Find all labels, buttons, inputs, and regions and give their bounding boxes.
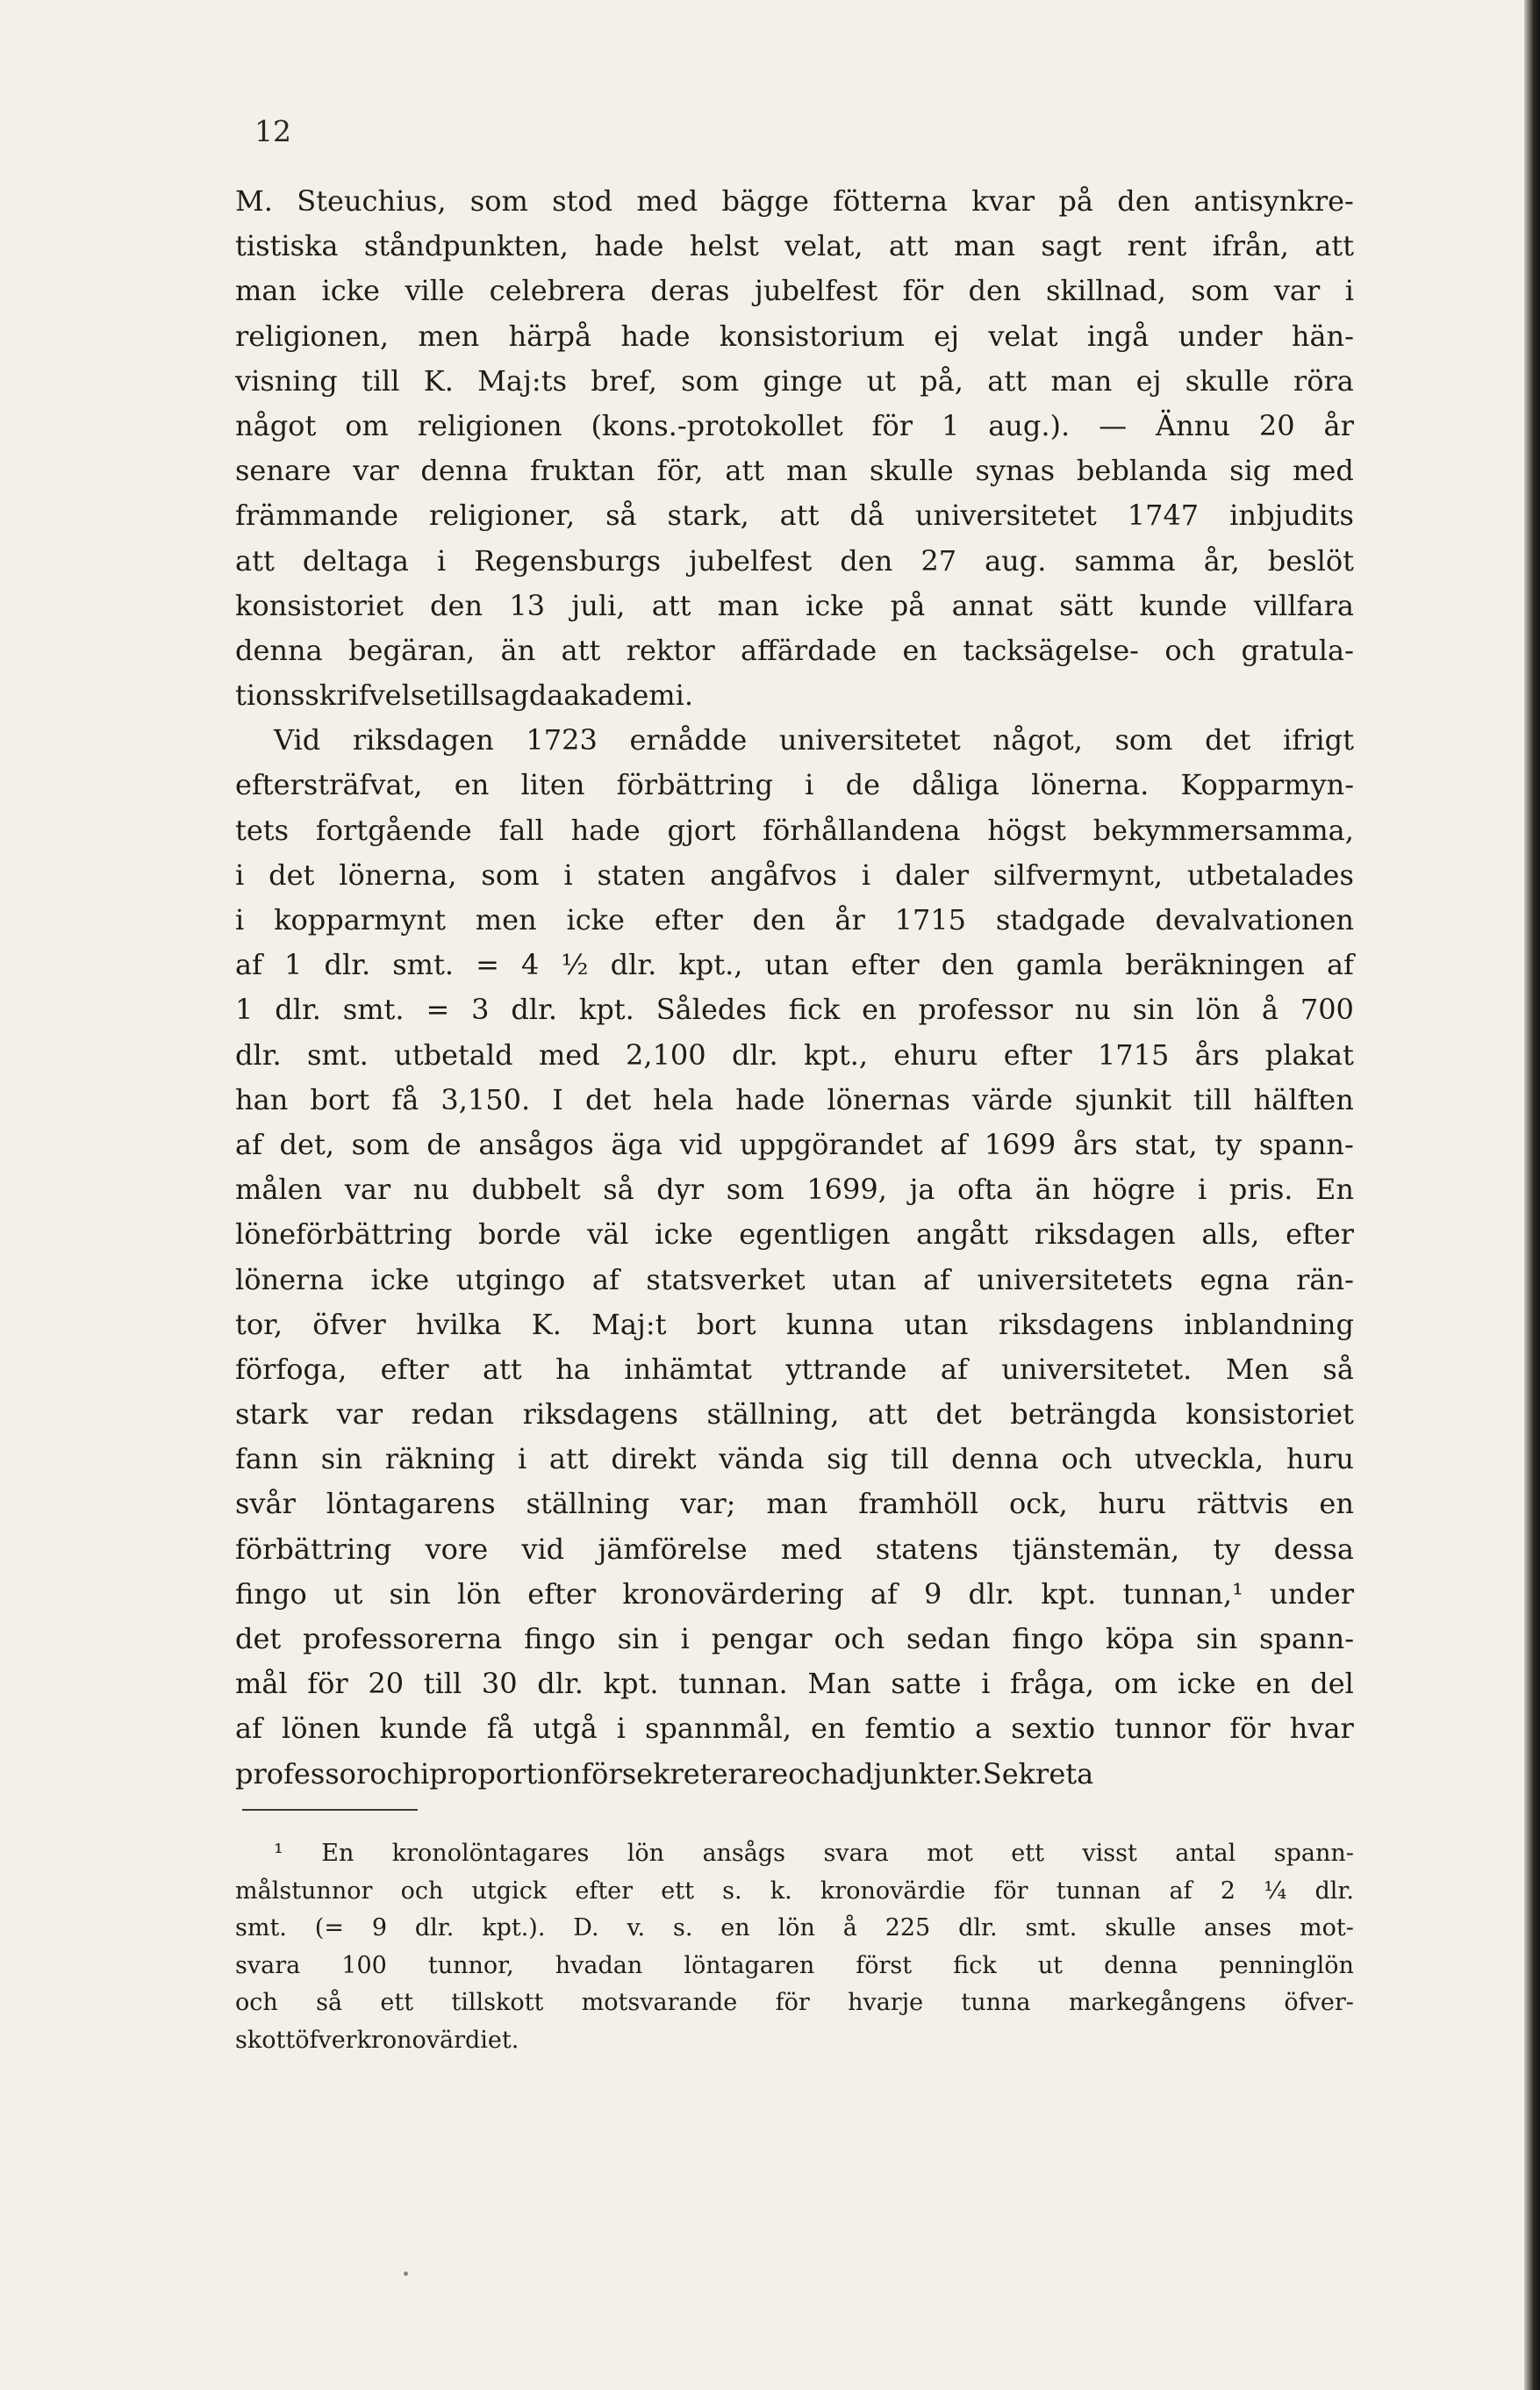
body-line: denna begäran, än att rektor affärdade en tacksägelse- och gratula-	[235, 633, 1354, 667]
body-line: förfoga, efter att ha inhämtat yttrande af universitetet. Men så	[235, 1352, 1354, 1386]
body-line: han bort få 3,150. I det hela hade lönernas värde sjunkit till hälften	[235, 1082, 1354, 1116]
body-line: svår löntagarens ställning var; man framhöll ock, huru rättvis en	[235, 1487, 1354, 1521]
footnote-line: målstunnor och utgick efter ett s. k. kronovärdie för tunnan af 2 ¼ dlr.	[235, 1877, 1354, 1905]
body-line: senare var denna fruktan för, att man skulle synas beblanda sig med	[235, 454, 1354, 488]
body-line: visning till K. Maj:ts bref, som ginge ut på, att man ej skulle röra	[235, 363, 1354, 398]
footnote-line: ¹ En kronolöntagares lön ansågs svara mot ett visst antal spann-	[274, 1840, 1354, 1867]
body-line: fann sin räkning i att direkt vända sig till denna och utveckla, huru	[235, 1442, 1354, 1476]
footnote-line: och så ett tillskott motsvarande för hvarje tunna markegångens öfver-	[235, 1989, 1354, 2016]
paper-speck	[404, 2272, 408, 2276]
body-line: religionen, men härpå hade konsistorium ej velat ingå under hän-	[235, 319, 1354, 353]
body-line: af 1 dlr. smt. = 4 ½ dlr. kpt., utan efter den gamla beräkningen af	[235, 948, 1354, 982]
body-line: i det lönerna, som i staten angåfvos i daler silfvermynt, utbetalades	[235, 858, 1354, 892]
body-line: dlr. smt. utbetald med 2,100 dlr. kpt., ehuru efter 1715 års plakat	[235, 1037, 1354, 1072]
footnote-line: svara 100 tunnor, hvadan löntagaren först fick ut denna penninglön	[235, 1951, 1354, 1979]
body-line: 1 dlr. smt. = 3 dlr. kpt. Således fick en professor nu sin lön å 700	[235, 993, 1354, 1027]
body-line: lönerna icke utgingo af statsverket utan af universitetets egna rän-	[235, 1262, 1354, 1296]
body-line: målen var nu dubbelt så dyr som 1699, ja ofta än högre i pris. En	[235, 1173, 1354, 1207]
body-line: stark var redan riksdagens ställning, att det beträngda konsistoriet	[235, 1397, 1354, 1432]
footnotes	[235, 1835, 1354, 2059]
body-line: tistiska ståndpunkten, hade helst velat, att man sagt rent ifrån, att	[235, 229, 1354, 263]
footnote-line: skott öfver kronovärdiet.	[235, 2026, 519, 2054]
body-line: tor, öfver hvilka K. Maj:t bort kunna utan riksdagens inblandning	[235, 1307, 1354, 1341]
body-line: att deltaga i Regensburgs jubelfest den 27 aug. samma år, beslöt	[235, 543, 1354, 578]
body-line: tets fortgående fall hade gjort förhållandena högst bekymmersamma,	[235, 813, 1354, 847]
body-line: löneförbättring borde väl icke egentligen angått riksdagen alls, efter	[235, 1217, 1354, 1252]
body-line: Vid riksdagen 1723 ernådde universitetet något, som det ifrigt	[274, 723, 1354, 757]
page-number: 12	[254, 114, 291, 148]
body-line: professor och i proportion för sekreterare och adjunkter. Sekreta	[235, 1756, 1094, 1791]
footnote-divider	[242, 1809, 418, 1811]
body-line: konsistoriet den 13 juli, att man icke på annat sätt kunde villfara	[235, 588, 1354, 622]
body-line: främmande religioner, så stark, att då universitetet 1747 inbjudits	[235, 499, 1354, 533]
page-edge-shadow	[1524, 0, 1540, 2390]
body-line: man icke ville celebrera deras jubelfest för den skillnad, som var i	[235, 274, 1354, 308]
footnote-line: smt. (= 9 dlr. kpt.). D. v. s. en lön å 225 dlr. smt. skulle anses mot-	[235, 1914, 1354, 1941]
body-line: M. Steuchius, som stod med bägge fötterna kvar på den antisynkre-	[235, 184, 1354, 218]
body-line: i kopparmynt men icke efter den år 1715 stadgade devalvationen	[235, 903, 1354, 937]
body-line: eftersträfvat, en liten förbättring i de dåliga lönerna. Kopparmyn-	[235, 768, 1354, 802]
body-line: något om religionen (kons.-protokollet för 1 aug.). — Ännu 20 år	[235, 408, 1354, 442]
body-line: det professorerna fingo sin i pengar och sedan fingo köpa sin spann-	[235, 1622, 1354, 1655]
body-line: af lönen kunde få utgå i spannmål, en femtio a sextio tunnor för hvar	[235, 1712, 1354, 1746]
body-line: förbättring vore vid jämförelse med statens tjänstemän, ty dessa	[235, 1532, 1354, 1566]
body-line: fingo ut sin lön efter kronovärdering af 9 dlr. kpt. tunnan,¹ under	[235, 1576, 1354, 1611]
body-line: mål för 20 till 30 dlr. kpt. tunnan. Man satte i fråga, om icke en del	[235, 1667, 1354, 1701]
body-line: tionsskrifvelse till sagda akademi.	[235, 678, 694, 713]
body-text	[235, 179, 1354, 1797]
body-line: af det, som de ansågos äga vid uppgörandet af 1699 års stat, ty spann-	[235, 1127, 1354, 1161]
